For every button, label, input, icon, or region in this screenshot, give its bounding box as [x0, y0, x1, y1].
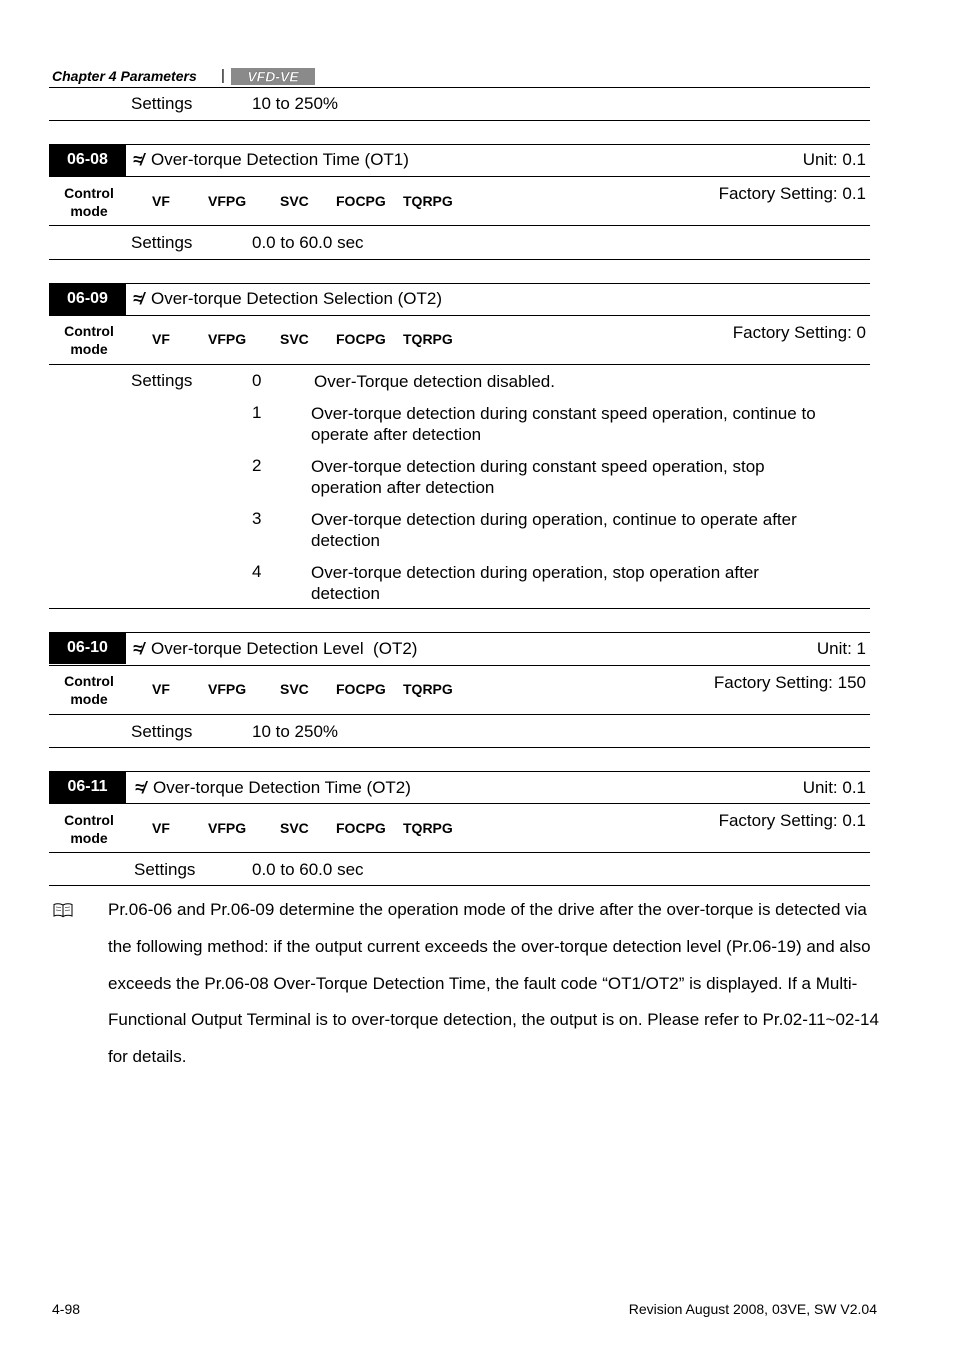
divider: [49, 771, 870, 772]
option-value: 3: [252, 509, 262, 528]
divider: [49, 176, 870, 177]
mode-focpg: FOCPG: [336, 681, 386, 697]
header-separator: |: [221, 67, 225, 84]
divider: [49, 364, 870, 365]
header-rule: [49, 87, 870, 88]
page-number: 4-98: [52, 1301, 81, 1317]
mode-tqrpg: TQRPG: [403, 193, 453, 209]
settings-label: Settings: [131, 233, 193, 252]
mode-vf: VF: [152, 681, 170, 697]
note-text: Pr.06-06 and Pr.06-09 determine the operation mode of the drive after the over-torque is detected via the following method: if the output current exceeds the over-torque detection level (Pr.06-19) and also exceeds the Pr.06-08 Over-Torque Detection Time, the fault code “OT1/OT2” is displayed. If a Multi-Functional Output Terminal is to over-torque detection, the output is on. Please refer to Pr.02-11~02-14 for details.: [108, 900, 879, 1067]
divider: [49, 315, 870, 316]
control-mode-label: Control mode: [64, 812, 114, 846]
mode-tqrpg: TQRPG: [403, 331, 453, 347]
mode-vfpg: VFPG: [208, 681, 247, 697]
settings-label: Settings: [134, 860, 196, 879]
factory-setting-06-11: Factory Setting: 0.1: [718, 811, 866, 830]
vfd-ve-logo: [231, 68, 315, 85]
divider: [49, 803, 870, 804]
settings-value: 0.0 to 60.0 sec: [252, 233, 364, 252]
control-mode-label: Control mode: [64, 185, 114, 219]
settings-label: Settings: [131, 371, 193, 390]
divider: [49, 120, 870, 121]
divider: [49, 283, 870, 284]
option-value: 0: [252, 371, 262, 390]
mode-svc: SVC: [280, 681, 309, 697]
divider: [49, 665, 870, 666]
unit-06-11: Unit: 0.1: [802, 778, 866, 797]
control-mode-label: Control mode: [64, 673, 114, 707]
divider: [49, 885, 870, 886]
divider: [49, 259, 870, 260]
editable-icon: ≉: [135, 778, 145, 797]
settings-label: Settings: [131, 722, 193, 741]
editable-icon: ≉: [133, 289, 143, 308]
editable-icon: ≉: [133, 639, 143, 658]
control-mode-label: Control mode: [64, 323, 114, 357]
settings-label: Settings: [131, 94, 193, 113]
param-code-06-08: 06-08: [49, 144, 126, 176]
divider: [49, 747, 870, 748]
mode-focpg: FOCPG: [336, 331, 386, 347]
param-code-06-11: 06-11: [49, 771, 126, 803]
param-title-06-11: ≉ Over-torque Detection Time (OT2): [135, 778, 411, 797]
divider: [49, 632, 870, 633]
factory-setting-06-10: Factory Setting: 150: [713, 673, 866, 692]
mode-svc: SVC: [280, 193, 309, 209]
mode-vfpg: VFPG: [208, 820, 247, 836]
divider: [49, 852, 870, 853]
mode-tqrpg: TQRPG: [403, 820, 453, 836]
chapter-title: Chapter 4 Parameters: [52, 68, 197, 84]
mode-focpg: FOCPG: [336, 820, 386, 836]
editable-icon: ≉: [133, 150, 143, 169]
param-code-06-09: 06-09: [49, 283, 126, 315]
option-desc: Over-Torque detection disabled.: [314, 372, 555, 391]
mode-focpg: FOCPG: [336, 193, 386, 209]
mode-tqrpg: TQRPG: [403, 681, 453, 697]
settings-value: 0.0 to 60.0 sec: [252, 860, 364, 879]
option-desc: Over-torque detection during operation, stop operation after detection: [311, 563, 759, 603]
mode-svc: SVC: [280, 820, 309, 836]
factory-setting-06-08: Factory Setting: 0.1: [718, 184, 866, 203]
mode-vf: VF: [152, 331, 170, 347]
param-title-06-09: ≉ Over-torque Detection Selection (OT2): [133, 289, 443, 308]
unit-06-10: Unit: 1: [816, 639, 866, 658]
option-desc: Over-torque detection during operation, continue to operate after detection: [311, 510, 797, 550]
mode-svc: SVC: [280, 331, 309, 347]
factory-setting-06-09: Factory Setting: 0: [732, 323, 866, 342]
revision-text: Revision August 2008, 03VE, SW V2.04: [628, 1301, 877, 1317]
option-value: 1: [252, 403, 262, 422]
book-icon: [53, 902, 73, 918]
mode-vfpg: VFPG: [208, 193, 247, 209]
mode-vf: VF: [152, 820, 170, 836]
settings-value: 10 to 250%: [252, 722, 339, 741]
option-value: 4: [252, 562, 262, 581]
param-code-06-10: 06-10: [49, 632, 126, 664]
divider: [49, 608, 870, 609]
option-desc: Over-torque detection during constant speed operation, continue to operate after detection: [311, 404, 816, 444]
unit-06-08: Unit: 0.1: [802, 150, 866, 169]
mode-vf: VF: [152, 193, 170, 209]
settings-value: 10 to 250%: [252, 94, 339, 113]
option-desc: Over-torque detection during constant speed operation, stop operation after detection: [311, 457, 765, 497]
divider: [49, 714, 870, 715]
mode-vfpg: VFPG: [208, 331, 247, 347]
svg-text:VFD-VE: VFD-VE: [247, 68, 299, 85]
option-value: 2: [252, 456, 262, 475]
divider: [49, 225, 870, 226]
divider: [49, 144, 870, 145]
param-title-06-08: ≉ Over-torque Detection Time (OT1): [133, 150, 409, 169]
param-title-06-10: ≉ Over-torque Detection Level (OT2): [133, 639, 418, 658]
